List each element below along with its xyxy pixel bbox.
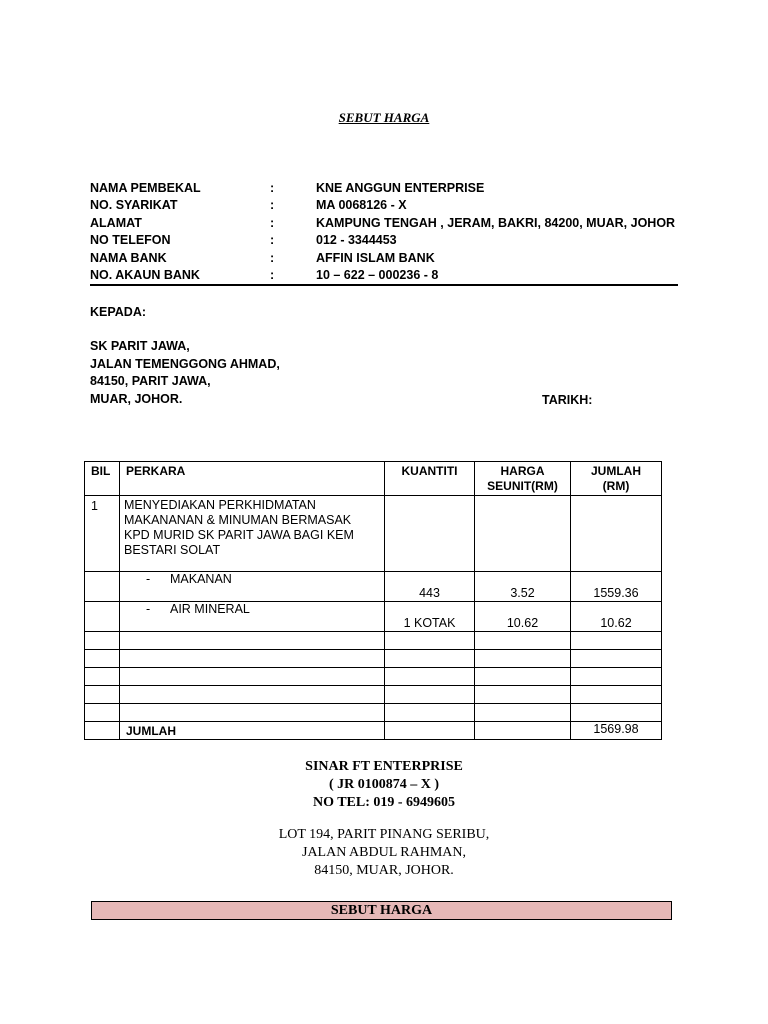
supplier-colon: :: [270, 215, 275, 230]
header-jumlah: [571, 462, 662, 496]
company-address-line: JALAN ABDUL RAHMAN,: [302, 845, 466, 860]
supplier-value: 10 – 622 – 000236 - 8: [316, 267, 439, 282]
item-harga: 10.62: [475, 602, 571, 632]
header-kuantiti: KUANTITI: [385, 462, 475, 496]
quotation-table: [84, 461, 662, 740]
recipient-line: SK PARIT JAWA,: [90, 339, 190, 354]
empty-row: [85, 704, 662, 722]
item-harga: 3.52: [475, 572, 571, 602]
header-perkara: PERKARA: [120, 462, 385, 496]
sub-item-cell: [120, 602, 385, 632]
empty-row: [85, 686, 662, 704]
company-registration: ( JR 0100874 – X ): [328, 777, 440, 792]
header-divider: [90, 284, 678, 286]
total-value: 1569.98: [571, 722, 662, 740]
supplier-row-phone: [90, 232, 678, 249]
item-description: MENYEDIAKAN PERKHIDMATAN MAKANANAN & MINUMAN BERMASAK KPD MURID SK PARIT JAWA BAGI KEM BESTARI SOLAT: [120, 496, 385, 572]
supplier-row-company-no: [90, 197, 678, 214]
supplier-info: [90, 180, 678, 284]
header-jumlah-line1: JUMLAH: [591, 464, 641, 478]
supplier-value: KAMPUNG TENGAH , JERAM, BAKRI, 84200, MUAR, JOHOR: [316, 215, 676, 230]
empty-row: [85, 632, 662, 650]
supplier-row-name: [90, 180, 678, 197]
total-label: JUMLAH: [120, 722, 385, 740]
sub-item-name: AIR MINERAL: [170, 602, 250, 616]
supplier-value: KNE ANGGUN ENTERPRISE: [316, 181, 485, 195]
header-jumlah-line2: (RM): [602, 479, 630, 493]
supplier-value: AFFIN ISLAM BANK: [316, 250, 435, 265]
header-harga-line2: SEUNIT(RM): [487, 479, 558, 493]
item-kuantiti: 1 KOTAK: [385, 602, 475, 632]
supplier-label: NO. SYARIKAT: [90, 198, 178, 213]
company-name: SINAR FT ENTERPRISE: [305, 759, 463, 774]
recipient-heading: KEPADA:: [90, 305, 147, 319]
company-block: [0, 758, 768, 880]
recipient-line: 84150, PARIT JAWA,: [90, 374, 211, 389]
supplier-value: MA 0068126 - X: [316, 198, 407, 213]
footer-title-bar: SEBUT HARGA: [91, 901, 672, 920]
company-address-line: LOT 194, PARIT PINANG SERIBU,: [278, 827, 490, 842]
header-bil: BIL: [85, 462, 120, 496]
supplier-row-account: [90, 267, 678, 284]
empty-row: [85, 650, 662, 668]
supplier-value: 012 - 3344453: [316, 233, 397, 248]
empty-cell: [475, 496, 571, 572]
supplier-colon: :: [270, 233, 275, 248]
supplier-colon: :: [270, 250, 275, 265]
item-bil: 1: [85, 496, 120, 572]
empty-row: [85, 668, 662, 686]
empty-cell: [385, 722, 475, 740]
header-harga-line1: HARGA: [500, 464, 545, 478]
supplier-row-bank: [90, 250, 678, 267]
supplier-row-address: [90, 215, 678, 232]
supplier-label: NO TELEFON: [90, 233, 171, 248]
supplier-label: NO. AKAUN BANK: [90, 267, 200, 282]
company-address-line: 84150, MUAR, JOHOR.: [314, 863, 454, 878]
total-row: [85, 722, 662, 740]
sub-item-cell: [120, 572, 385, 602]
table-header-row: [85, 462, 662, 496]
item-jumlah: 1559.36: [571, 572, 662, 602]
document-title: SEBUT HARGA: [338, 110, 430, 125]
table-row: [85, 496, 662, 572]
item-kuantiti: 443: [385, 572, 475, 602]
supplier-label: ALAMAT: [90, 215, 142, 230]
supplier-colon: :: [270, 198, 275, 213]
recipient-line: MUAR, JOHOR.: [90, 391, 183, 406]
table-row: [85, 572, 662, 602]
recipient-line: JALAN TEMENGGONG AHMAD,: [90, 356, 280, 371]
sub-item-name: MAKANAN: [170, 572, 232, 586]
sub-item-dash: -: [146, 602, 151, 616]
sub-item-dash: -: [146, 572, 151, 586]
header-harga: [475, 462, 571, 496]
empty-cell: [85, 602, 120, 632]
item-jumlah: 10.62: [571, 602, 662, 632]
company-phone: NO TEL: 019 - 6949605: [312, 795, 456, 810]
empty-cell: [85, 572, 120, 602]
supplier-colon: :: [270, 181, 275, 195]
empty-cell: [85, 722, 120, 740]
date-label: TARIKH:: [542, 393, 593, 407]
empty-cell: [571, 496, 662, 572]
table-row: [85, 602, 662, 632]
supplier-label: NAMA PEMBEKAL: [90, 181, 201, 195]
empty-cell: [475, 722, 571, 740]
supplier-colon: :: [270, 267, 275, 282]
supplier-label: NAMA BANK: [90, 250, 167, 265]
empty-cell: [385, 496, 475, 572]
